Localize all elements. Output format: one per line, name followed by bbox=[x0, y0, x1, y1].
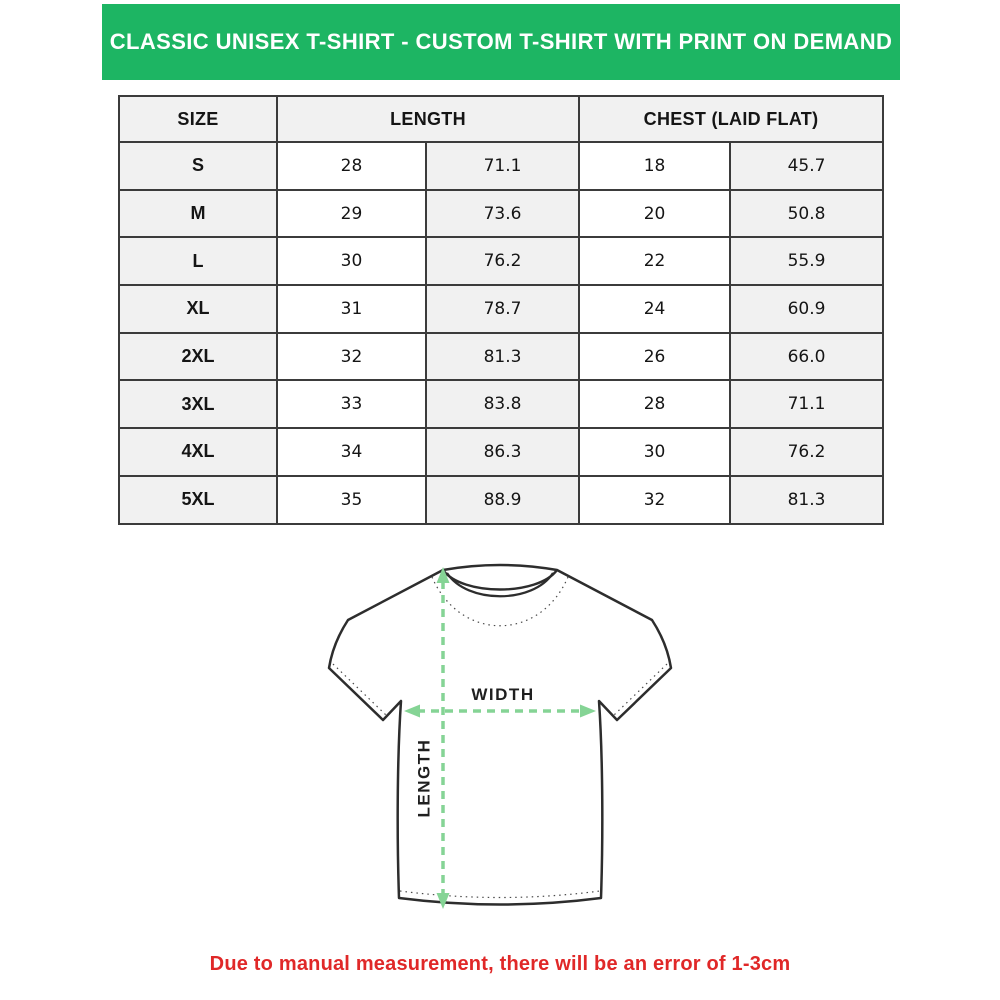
size-chart-body bbox=[119, 142, 883, 524]
length-cm-value: 78.7 bbox=[426, 285, 579, 333]
chest-cm-value: 81.3 bbox=[730, 476, 883, 524]
size-label: 3XL bbox=[119, 380, 277, 428]
chest-inches-value: 22 bbox=[579, 237, 730, 285]
chest-cm-value: 76.2 bbox=[730, 428, 883, 476]
table-row bbox=[119, 476, 883, 524]
chest-cm-value: 71.1 bbox=[730, 380, 883, 428]
length-cm-value: 86.3 bbox=[426, 428, 579, 476]
length-cm-value: 81.3 bbox=[426, 333, 579, 381]
table-row bbox=[119, 428, 883, 476]
table-row bbox=[119, 190, 883, 238]
size-label: S bbox=[119, 142, 277, 190]
page-title: CLASSIC UNISEX T-SHIRT - CUSTOM T-SHIRT WITH PRINT ON DEMAND bbox=[109, 29, 893, 54]
measurement-note: Due to manual measurement, there will be an error of 1-3cm bbox=[209, 953, 791, 975]
length-inches-value: 31 bbox=[277, 285, 426, 333]
size-label: M bbox=[119, 190, 277, 238]
chest-cm-value: 45.7 bbox=[730, 142, 883, 190]
table-row bbox=[119, 237, 883, 285]
length-inches-value: 32 bbox=[277, 333, 426, 381]
chest-inches-value: 20 bbox=[579, 190, 730, 238]
length-cm-value: 88.9 bbox=[426, 476, 579, 524]
width-label: WIDTH bbox=[471, 685, 535, 704]
size-label: L bbox=[119, 237, 277, 285]
chest-cm-value: 60.9 bbox=[730, 285, 883, 333]
table-row bbox=[119, 285, 883, 333]
length-inches-value: 35 bbox=[277, 476, 426, 524]
chest-cm-value: 66.0 bbox=[730, 333, 883, 381]
size-label: 5XL bbox=[119, 476, 277, 524]
length-inches-value: 29 bbox=[277, 190, 426, 238]
title-banner bbox=[102, 4, 900, 80]
chest-inches-value: 24 bbox=[579, 285, 730, 333]
length-inches-value: 30 bbox=[277, 237, 426, 285]
table-row bbox=[119, 142, 883, 190]
column-header-size: SIZE bbox=[119, 96, 277, 142]
length-label: LENGTH bbox=[414, 738, 434, 818]
column-header-chest: CHEST (LAID FLAT) bbox=[579, 96, 883, 142]
length-cm-value: 71.1 bbox=[426, 142, 579, 190]
length-inches-value: 33 bbox=[277, 380, 426, 428]
length-cm-value: 83.8 bbox=[426, 380, 579, 428]
chest-cm-value: 50.8 bbox=[730, 190, 883, 238]
chest-inches-value: 32 bbox=[579, 476, 730, 524]
tshirt-outline bbox=[329, 565, 671, 905]
table-row bbox=[119, 380, 883, 428]
length-cm-value: 73.6 bbox=[426, 190, 579, 238]
chest-inches-value: 28 bbox=[579, 380, 730, 428]
size-label: 2XL bbox=[119, 333, 277, 381]
chest-inches-value: 26 bbox=[579, 333, 730, 381]
length-inches-value: 34 bbox=[277, 428, 426, 476]
chest-cm-value: 55.9 bbox=[730, 237, 883, 285]
chest-inches-value: 18 bbox=[579, 142, 730, 190]
table-row bbox=[119, 333, 883, 381]
tshirt-diagram-svg bbox=[320, 550, 680, 920]
column-header-length: LENGTH bbox=[277, 96, 579, 142]
length-cm-value: 76.2 bbox=[426, 237, 579, 285]
header-row bbox=[119, 96, 883, 142]
size-chart-table bbox=[118, 95, 884, 525]
table-header bbox=[119, 96, 883, 142]
size-label: 4XL bbox=[119, 428, 277, 476]
tshirt-measurement-diagram bbox=[320, 550, 680, 920]
chest-inches-value: 30 bbox=[579, 428, 730, 476]
length-inches-value: 28 bbox=[277, 142, 426, 190]
size-label: XL bbox=[119, 285, 277, 333]
